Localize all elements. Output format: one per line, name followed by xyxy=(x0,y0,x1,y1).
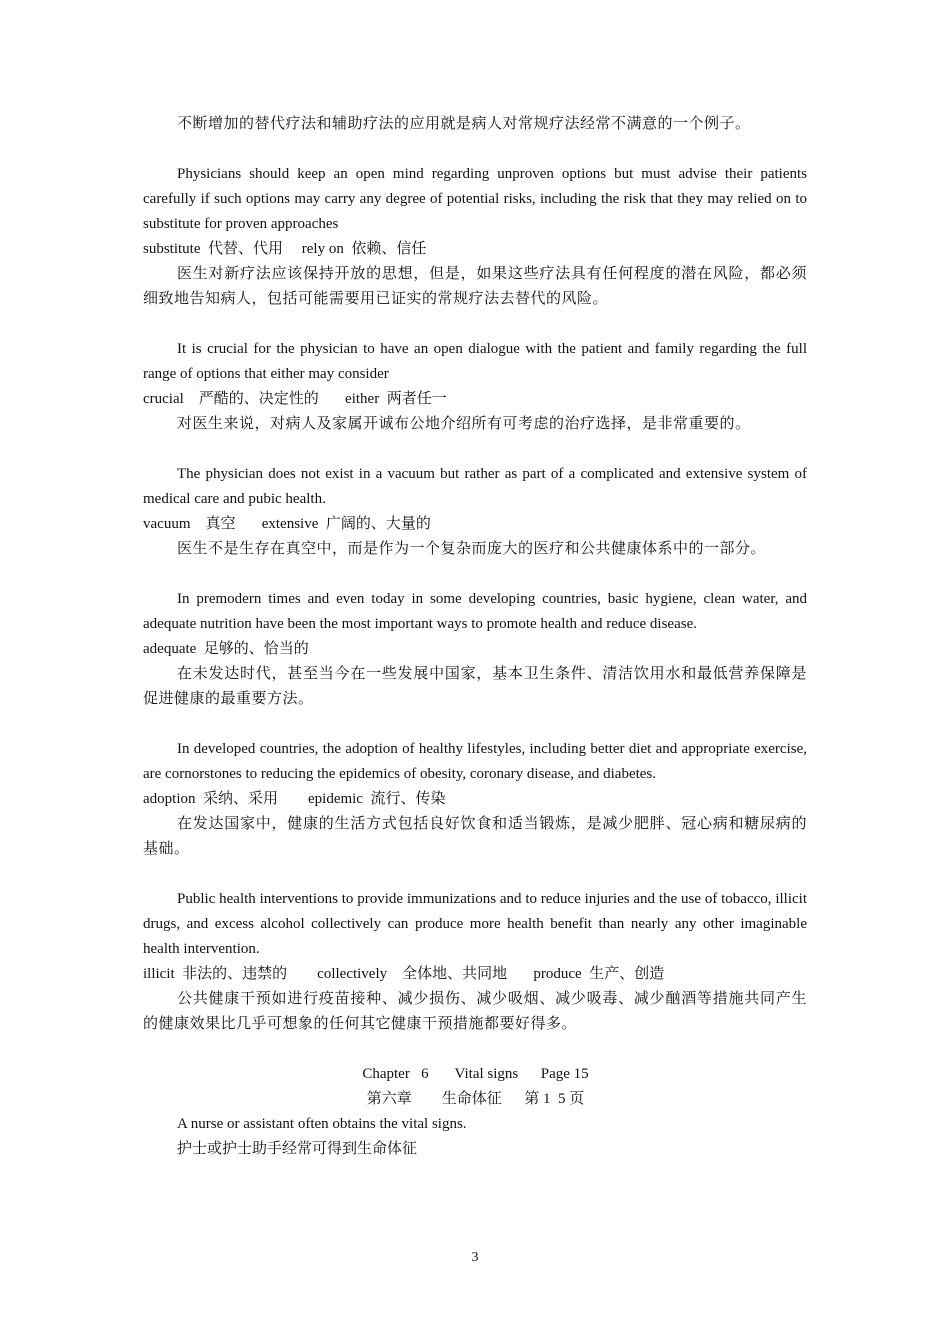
chapter-heading-translation: 第六章 生命体征 第 1 5 页 xyxy=(366,1091,585,1107)
paragraph-english: The physician does not exist in a vacuum but rather as part of a complicated and extensive system of medical care and pubic health. xyxy=(143,466,807,507)
vocabulary-line: vacuum 真空 extensive 广阔的、大量的 xyxy=(143,516,431,532)
paragraph-translation: 在未发达时代，甚至当今在一些发展中国家，基本卫生条件、清洁饮用水和最低营养保障是促进健康的最重要方法。 xyxy=(143,666,807,707)
vocabulary-line: crucial 严酷的、决定性的 either 两者任一 xyxy=(143,391,447,407)
vocabulary-line: adequate 足够的、恰当的 xyxy=(143,641,309,657)
paragraph-english: In premodern times and even today in some developing countries, basic hygiene, clean water, and adequate nutrition have been the most important ways to promote health and reduce disease. xyxy=(143,591,807,632)
paragraph-translation: 医生不是生存在真空中，而是作为一个复杂而庞大的医疗和公共健康体系中的一部分。 xyxy=(177,541,767,557)
intro-translation: 不断增加的替代疗法和辅助疗法的应用就是病人对常规疗法经常不满意的一个例子。 xyxy=(177,116,751,132)
paragraph-english: Public health interventions to provide immunizations and to reduce injuries and the use of tobacco, illicit drugs, and excess alcohol collectively can produce more health benefit than nearly any other imaginable health intervention. xyxy=(143,891,807,957)
paragraph-english: In developed countries, the adoption of healthy lifestyles, including better diet and appropriate exercise, are cornorstones to reducing the epidemics of obesity, coronary disease, and diabetes. xyxy=(143,741,807,782)
vocabulary-line: adoption 采纳、采用 epidemic 流行、传染 xyxy=(143,791,446,807)
final-sentence-translation: 护士或护士助手经常可得到生命体征 xyxy=(177,1141,418,1157)
vocabulary-line: illicit 非法的、违禁的 collectively 全体地、共同地 produce 生产、创造 xyxy=(143,966,665,982)
paragraph-translation: 对医生来说，对病人及家属开诚布公地介绍所有可考虑的治疗选择，是非常重要的。 xyxy=(177,416,751,432)
paragraph-english: It is crucial for the physician to have an open dialogue with the patient and family regarding the full range of options that either may consider xyxy=(143,341,807,382)
paragraph-translation: 医生对新疗法应该保持开放的思想，但是，如果这些疗法具有任何程度的潜在风险，都必须细致地告知病人，包括可能需要用已证实的常规疗法去替代的风险。 xyxy=(143,266,807,307)
chapter-heading: Chapter 6 Vital signs Page 15 xyxy=(362,1066,589,1082)
vocabulary-line: substitute 代替、代用 rely on 依赖、信任 xyxy=(143,241,427,257)
paragraph-english: Physicians should keep an open mind regarding unproven options but must advise their patients carefully if such options may carry any degree of potential risks, including the risk that they may relied on to substitute for proven approaches xyxy=(143,166,807,232)
page-content xyxy=(143,112,807,1162)
paragraph-translation: 公共健康干预如进行疫苗接种、减少损伤、减少吸烟、减少吸毒、减少酗酒等措施共同产生的健康效果比几乎可想象的任何其它健康干预措施都要好得多。 xyxy=(143,991,807,1032)
paragraph-translation: 在发达国家中，健康的生活方式包括良好饮食和适当锻炼，是减少肥胖、冠心病和糖尿病的基础。 xyxy=(143,816,807,857)
page-number: 3 xyxy=(471,1250,479,1265)
final-sentence: A nurse or assistant often obtains the vital signs. xyxy=(177,1116,467,1132)
